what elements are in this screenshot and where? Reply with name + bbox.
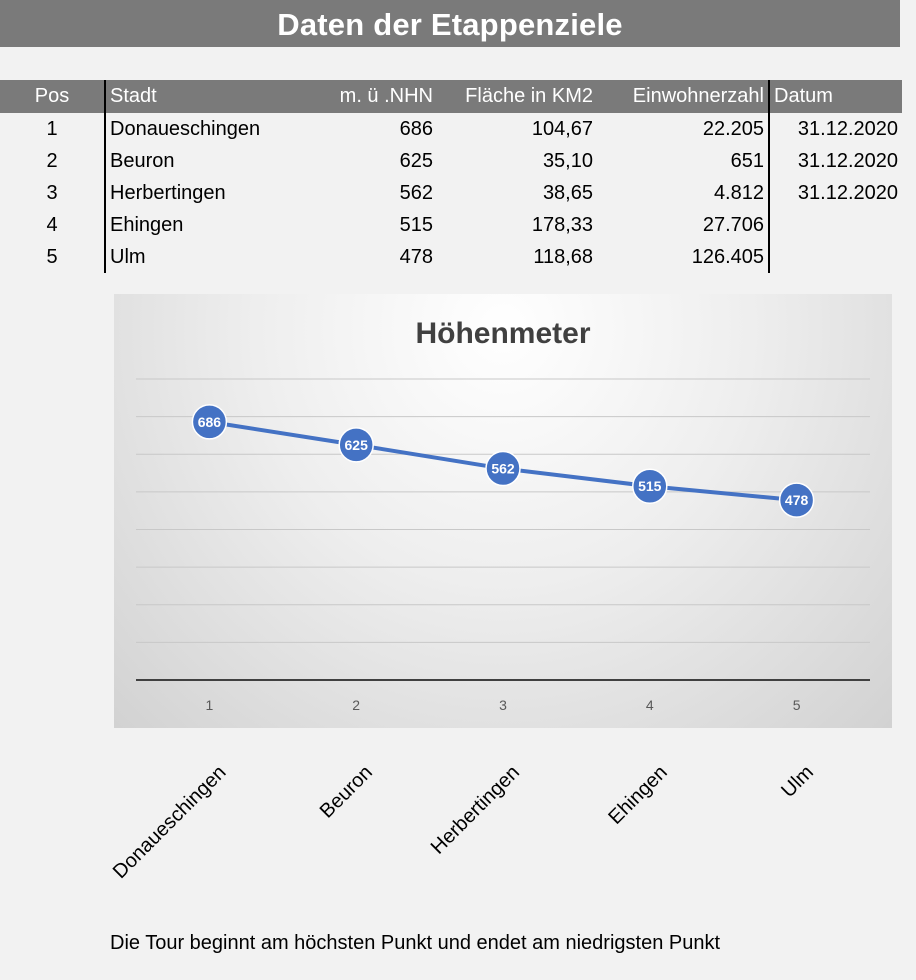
cell-nhn[interactable]: 625 [399, 149, 433, 172]
data-label: 478 [784, 492, 809, 509]
cell-stadt[interactable]: Ehingen [105, 209, 304, 241]
data-table [0, 80, 902, 273]
cell-einwohner[interactable]: 22.205 [702, 117, 764, 140]
city-label[interactable]: Beuron [315, 761, 378, 823]
header-stadt[interactable]: Stadt [105, 80, 304, 113]
table-row [0, 241, 902, 273]
x-tick-label: 3 [499, 697, 507, 713]
x-tick-label: 2 [352, 697, 361, 713]
header-datum[interactable]: Datum [769, 80, 902, 113]
x-tick-label: 4 [645, 697, 654, 713]
cell-datum[interactable]: 31.12.2020 [769, 145, 902, 177]
cell-einwohner[interactable]: 27.706 [702, 213, 764, 236]
city-label[interactable]: Donaueschingen [109, 761, 231, 884]
cell-stadt[interactable]: Donaueschingen [105, 113, 304, 145]
city-label[interactable]: Ehingen [604, 761, 672, 829]
table-row [0, 113, 902, 145]
cell-stadt[interactable]: Ulm [105, 241, 304, 273]
data-label: 686 [197, 413, 222, 430]
cell-pos[interactable]: 2 [46, 149, 58, 172]
data-label: 625 [344, 436, 368, 453]
line-chart[interactable] [114, 294, 892, 728]
footer-note[interactable]: Die Tour beginnt am höchsten Punkt und endet am niedrigsten Punkt [110, 932, 721, 954]
cell-nhn[interactable]: 515 [399, 213, 433, 236]
cell-stadt[interactable]: Beuron [105, 145, 304, 177]
cell-flaeche[interactable]: 178,33 [531, 213, 593, 236]
cell-nhn[interactable]: 686 [399, 117, 433, 140]
cell-datum[interactable]: 31.12.2020 [769, 113, 902, 145]
cell-flaeche[interactable]: 35,10 [542, 149, 593, 172]
x-tick-label: 1 [205, 697, 214, 713]
header-einwohner[interactable]: Einwohnerzahl [597, 80, 769, 113]
cell-pos[interactable]: 4 [46, 213, 58, 236]
cell-pos[interactable]: 5 [46, 245, 58, 268]
x-tick-label: 5 [792, 697, 801, 713]
chart-area[interactable] [114, 294, 892, 728]
cell-flaeche[interactable]: 104,67 [531, 117, 593, 140]
chart-title: Höhenmeter [415, 317, 591, 350]
cell-einwohner[interactable]: 4.812 [713, 181, 764, 204]
header-flaeche[interactable]: Fläche in KM2 [437, 80, 597, 113]
cell-datum[interactable]: 31.12.2020 [769, 177, 902, 209]
cell-nhn[interactable]: 478 [399, 245, 433, 268]
city-label[interactable]: Herbertingen [426, 761, 525, 859]
sheet-title[interactable]: Daten der Etappenziele [0, 0, 900, 47]
cell-flaeche[interactable]: 38,65 [542, 181, 593, 204]
cell-datum[interactable] [769, 209, 902, 241]
cell-flaeche[interactable]: 118,68 [533, 245, 593, 268]
header-nhn[interactable]: m. ü .NHN [304, 80, 437, 113]
cell-pos[interactable]: 1 [46, 117, 58, 140]
cell-datum[interactable] [769, 241, 902, 273]
cell-nhn[interactable]: 562 [399, 181, 433, 204]
data-label: 562 [491, 460, 515, 477]
table-header-row [0, 80, 902, 113]
table-row [0, 177, 902, 209]
cell-einwohner[interactable]: 126.405 [691, 245, 764, 268]
table-row [0, 209, 902, 241]
cell-stadt[interactable]: Herbertingen [105, 177, 304, 209]
data-label: 515 [638, 478, 662, 495]
city-label[interactable]: Ulm [776, 761, 818, 803]
cell-einwohner[interactable]: 651 [730, 149, 764, 172]
table-row [0, 145, 902, 177]
cell-pos[interactable]: 3 [46, 181, 58, 204]
header-pos[interactable]: Pos [0, 80, 105, 113]
